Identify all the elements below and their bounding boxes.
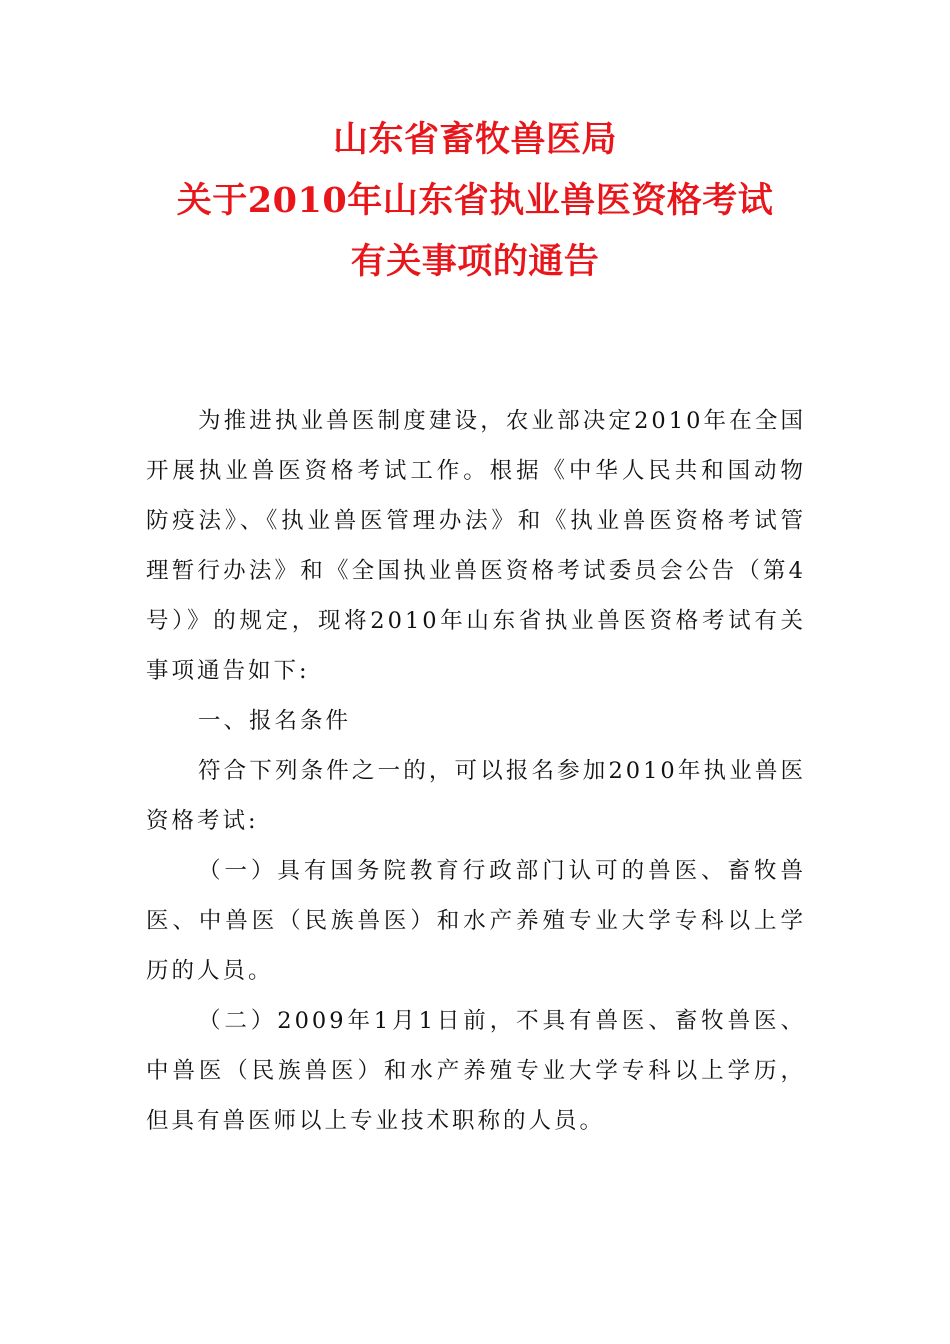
condition-item-1: （一）具有国务院教育行政部门认可的兽医、畜牧兽医、中兽医（民族兽医）和水产养殖专业大学专科以上学历的人员。 <box>146 858 806 984</box>
condition-item-2: （二）2009年1月1日前，不具有兽医、畜牧兽医、中兽医（民族兽医）和水产养殖专业大学专科以上学历，但具有兽医师以上专业技术职称的人员。 <box>146 1008 806 1134</box>
section-heading-registration-conditions: 一、报名条件 <box>198 708 352 734</box>
document-body <box>146 396 806 1146</box>
intro-paragraph: 为推进执业兽医制度建设，农业部决定2010年在全国开展执业兽医资格考试工作。根据《中华人民共和国动物防疫法》、《执业兽医管理办法》和《执业兽医资格考试管理暂行办法》和《全国执业兽医资格考试委员会公告（第4号）》的规定，现将2010年山东省执业兽医资格考试有关事项通告如下: <box>146 408 806 684</box>
title-line-1: 山东省畜牧兽医局 <box>332 119 617 160</box>
document-title <box>0 119 950 305</box>
title-line-2: 关于2010年山东省执业兽医资格考试 <box>176 180 774 221</box>
title-line-3: 有关事项的通告 <box>350 241 600 282</box>
conditions-intro-paragraph: 符合下列条件之一的，可以报名参加2010年执业兽医资格考试: <box>146 758 806 834</box>
